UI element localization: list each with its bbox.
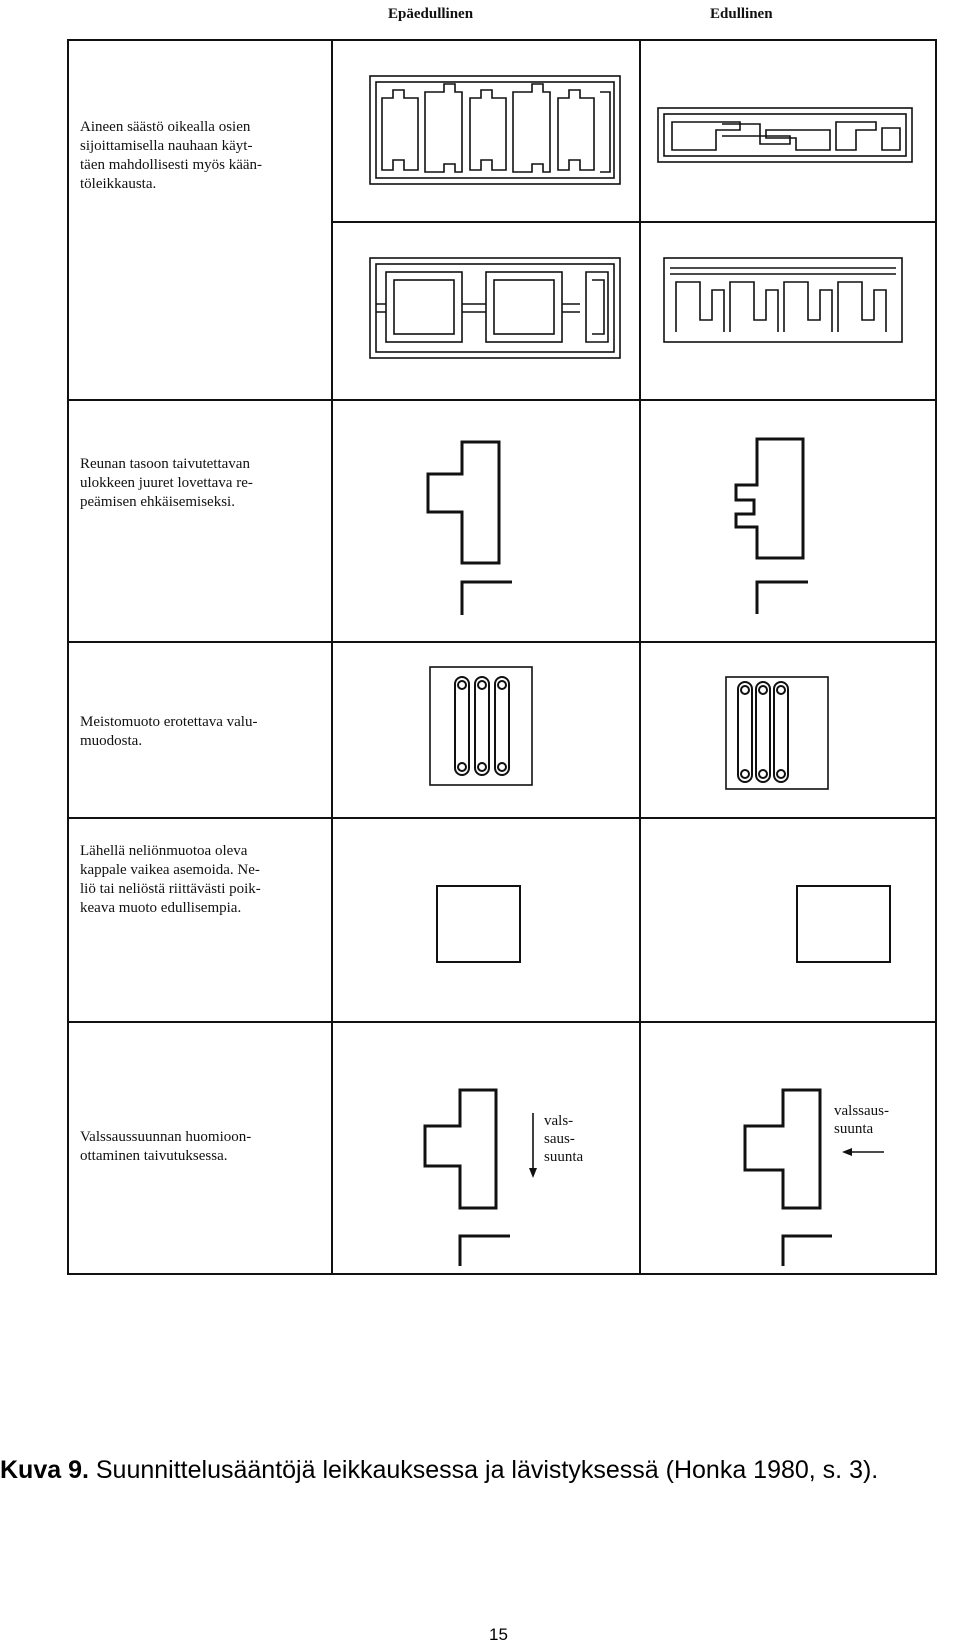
rule-material-saving: Aineen säästö oikealla osien sijoittamisella nauhaan käyt- täen mahdollisesti myös kään- töleikkausta. <box>80 119 263 192</box>
strip-layout-favorable <box>658 108 912 162</box>
strip-layout-unfavorable <box>370 76 620 184</box>
rule-rolling-direction: Valssaussuunnan huomioon- ottaminen taivutuksessa. <box>80 1129 252 1164</box>
bend-rolling-unfavorable <box>425 1090 510 1266</box>
rule-separate-stamping: Meistomuoto erotettava valu- muodosta. <box>80 714 258 749</box>
figure-caption <box>0 1456 878 1485</box>
bend-rolling-favorable <box>745 1090 832 1266</box>
arrowhead-down <box>529 1168 537 1178</box>
stamping-favorable <box>726 677 828 789</box>
header-unfavorable: Epäedullinen <box>388 6 474 22</box>
bend-tab-unfavorable <box>428 442 512 615</box>
rolling-label-unfavorable: vals- saus- suunta <box>544 1113 584 1165</box>
caption-text: Suunnittelusääntöjä leikkauksessa ja lävistyksessä (Honka 1980, s. 3). <box>88 1456 879 1484</box>
arrowhead-left <box>842 1148 852 1156</box>
page-number: 15 <box>489 1625 508 1644</box>
rule-avoid-near-square: Lähellä neliönmuotoa oleva kappale vaikea asemoida. Ne- liö tai neliöstä riittävästi poik- keava muoto edullisempia. <box>80 843 261 916</box>
frame-layout-unfavorable <box>370 258 620 358</box>
bend-tab-favorable-notched <box>736 439 808 614</box>
caption-label: Kuva 9. <box>0 1456 89 1484</box>
square-favorable <box>797 886 890 962</box>
header-favorable: Edullinen <box>710 6 773 22</box>
meander-layout-favorable <box>664 258 902 342</box>
near-square-unfavorable <box>437 886 520 962</box>
rule-notch-tab-roots: Reunan tasoon taivutettavan ulokkeen juuret lovettava re- peämisen ehkäisemiseksi. <box>80 456 253 510</box>
stamping-unfavorable <box>430 667 532 785</box>
rolling-label-favorable: valssaus- suunta <box>834 1103 889 1137</box>
